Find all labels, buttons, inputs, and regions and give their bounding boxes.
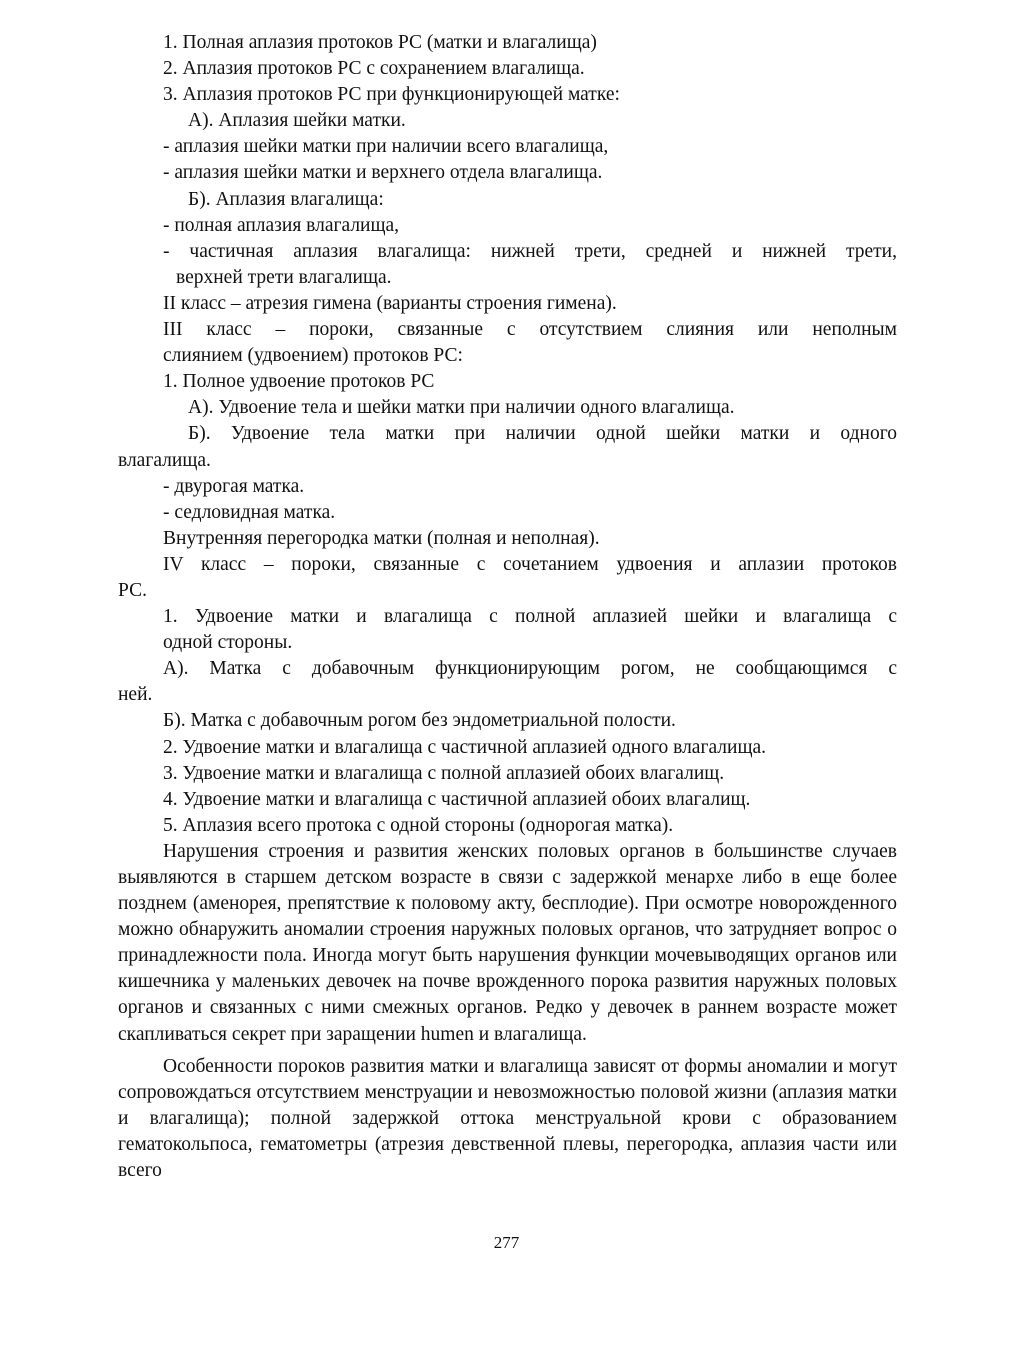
list-subitem: А). Удвоение тела и шейки матки при наличии одного влагалища.	[188, 397, 735, 419]
class-heading-continuation: слиянием (удвоением) протоков РС:	[163, 345, 463, 367]
class-heading: II класс – атрезия гимена (варианты строения гимена).	[163, 292, 617, 314]
page-number: 277	[493, 1233, 520, 1252]
list-subitem-continuation: ней.	[118, 684, 153, 706]
list-item: 1. Полное удвоение протоков РС	[163, 371, 435, 393]
list-subitem: Б). Удвоение тела матки при наличии одной шейки матки и одного	[188, 423, 897, 445]
list-dash-item: - аплазия шейки матки при наличии всего влагалища,	[163, 136, 609, 158]
list-item: 5. Аплазия всего протока с одной стороны (однорогая матка).	[163, 814, 674, 836]
list-item: 4. Удвоение матки и влагалища с частичной аплазией обоих влагалищ.	[163, 788, 751, 810]
list-dash-item: - аплазия шейки матки и верхнего отдела влагалища.	[163, 162, 603, 184]
list-item: 2. Удвоение матки и влагалища с частичной аплазией одного влагалища.	[163, 736, 766, 758]
class-heading: IV класс – пороки, связанные с сочетанием удвоения и аплазии протоков	[163, 553, 897, 575]
list-dash-item: - седловидная матка.	[163, 501, 336, 523]
class-heading: III класс – пороки, связанные с отсутствием слияния или неполным	[163, 319, 897, 341]
list-dash-item: - частичная аплазия влагалища: нижней трети, средней и нижней трети,	[163, 240, 897, 262]
body-paragraph-text: Особенности пороков развития матки и влагалища зависят от формы аномалии и могут сопровождаться отсутствием менструации и невозможностью половой жизни (аплазия матки и влагалища); полной задержкой оттока менструальной крови с образованием гематокольпоса, гематометры (атрезия девственной плевы, перегородка, аплазия части или всего	[118, 1055, 897, 1182]
body-paragraph-text: Нарушения строения и развития женских половых органов в большинстве случаев выявляются в старшем детском возрасте в связи с задержкой менархе либо в еще более позднем (аменорея, препятствие к половому акту, бесплодие). При осмотре новорожденного можно обнаружить аномалии строения наружных половых органов, что затрудняет вопрос о принадлежности пола. Иногда могут быть нарушения функции мочевыводящих органов или кишечника у маленьких девочек на почве врожденного порока развития наружных половых органов и связанных с ними смежных органов. Редко у девочек в раннем возрасте может скапливаться секрет при заращении humen и влагалища.	[118, 840, 897, 1045]
list-item: 2. Аплазия протоков РС с сохранением влагалища.	[163, 58, 585, 80]
class-heading-continuation: РС.	[118, 579, 147, 601]
list-subitem-continuation: влагалища.	[118, 449, 211, 471]
list-subitem: Б). Матка с добавочным рогом без эндометриальной полости.	[163, 710, 676, 732]
document-page	[118, 30, 897, 1184]
list-item-continuation: одной стороны.	[163, 632, 293, 654]
list-dash-item-continuation: верхней трети влагалища.	[176, 266, 392, 288]
list-subitem: А). Аплазия шейки матки.	[188, 110, 406, 132]
list-subitem: Б). Аплазия влагалища:	[188, 188, 384, 210]
list-subitem: А). Матка с добавочным функционирующим рогом, не сообщающимся с	[163, 658, 897, 680]
list-item: 1. Удвоение матки и влагалища с полной аплазией шейки и влагалища с	[163, 606, 897, 628]
list-item: 3. Удвоение матки и влагалища с полной аплазией обоих влагалищ.	[163, 762, 725, 784]
list-item: 1. Полная аплазия протоков РС (матки и влагалища)	[163, 32, 597, 53]
list-item: 3. Аплазия протоков РС при функционирующей матке:	[163, 84, 620, 106]
list-dash-item: - полная аплазия влагалища,	[163, 214, 400, 236]
body-paragraph	[118, 1054, 897, 1184]
body-paragraph	[118, 839, 897, 1048]
text-line: Внутренняя перегородка матки (полная и неполная).	[163, 527, 600, 549]
list-dash-item: - двурогая матка.	[163, 475, 305, 497]
